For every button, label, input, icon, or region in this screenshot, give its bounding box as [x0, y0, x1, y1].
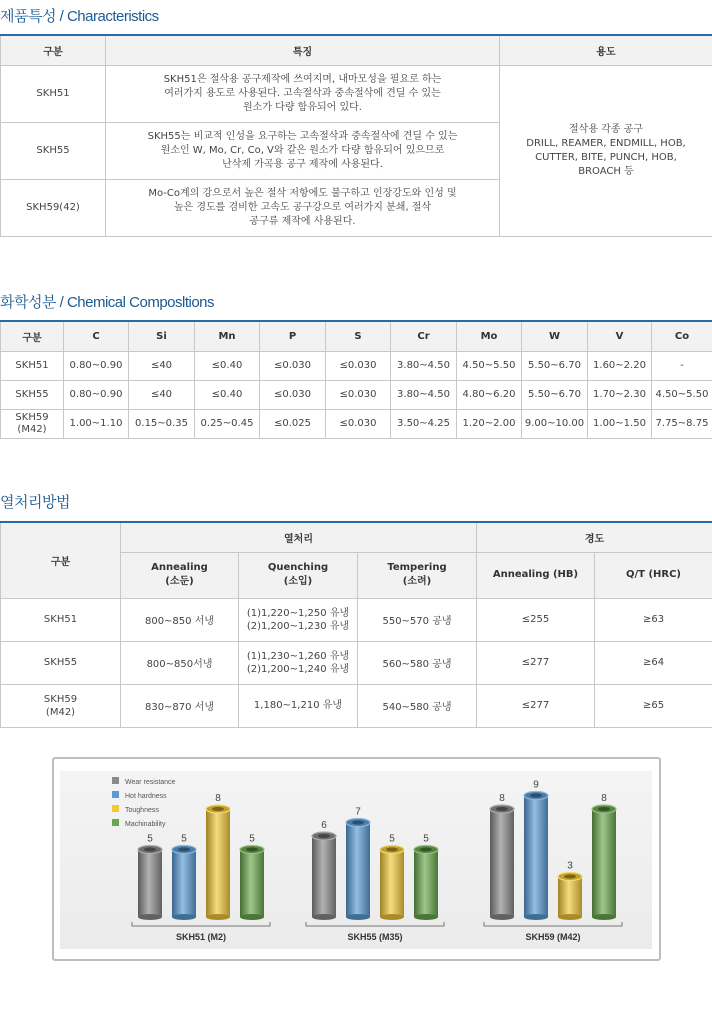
category-label: SKH55 (M35) — [347, 932, 403, 942]
bar — [240, 850, 264, 918]
category-label: SKH51 (M2) — [175, 932, 227, 942]
bar-base — [592, 914, 616, 920]
bar-hole — [420, 848, 432, 852]
grade-cell — [1, 684, 121, 727]
bar-value-label: 8 — [601, 793, 607, 804]
bar-hole — [246, 848, 258, 852]
tempering-cell: 550~570 공냉 — [358, 598, 477, 641]
bar — [172, 850, 196, 918]
sub-header-line: Annealing (HB) — [492, 569, 579, 580]
group-bracket — [306, 922, 444, 926]
chem-value-cell: 3.80~4.50 — [391, 351, 457, 380]
bar-base — [312, 914, 336, 920]
hardness-hrc-cell: ≥63 — [595, 598, 712, 641]
table-row — [1, 641, 712, 684]
chem-value-cell: 4.80~6.20 — [457, 380, 522, 409]
legend-swatch — [112, 777, 119, 784]
bar — [206, 809, 230, 917]
chem-value-cell: 0.80~0.90 — [64, 351, 129, 380]
quenching-cell — [239, 641, 358, 684]
bar-hole — [530, 794, 542, 798]
grade-line: SKH59 — [15, 411, 49, 423]
col-header-hardness: 경도 — [477, 522, 712, 552]
bar-base — [490, 914, 514, 920]
bar — [312, 836, 336, 917]
bar-value-label: 8 — [215, 793, 221, 804]
table-row-grade: SKH55 — [1, 122, 106, 179]
grade-cell — [1, 351, 64, 380]
legend-swatch — [112, 819, 119, 826]
quenching-line: (2)1,200~1,230 유냉 — [246, 620, 350, 632]
bar-value-label: 9 — [533, 779, 539, 791]
heat-sub-header — [239, 552, 358, 598]
feature-line: 난삭제 가곡용 공구 제작에 사용된다. — [222, 158, 383, 170]
sub-header-line: (소려) — [402, 576, 432, 587]
sub-header-line: (소둔) — [165, 576, 194, 587]
col-header-use: 용도 — [500, 35, 712, 65]
quenching-line: (1)1,230~1,260 유냉 — [246, 650, 350, 662]
property-chart-area — [60, 771, 652, 949]
bar — [380, 850, 404, 918]
col-header-grade: 구분 — [1, 35, 106, 65]
bar-base — [346, 914, 370, 920]
feature-line: 원소인 W, Mo, Cr, Co, V와 같은 원소가 다량 함유되어 있으므로 — [160, 144, 445, 156]
grade-cell — [1, 380, 64, 409]
hardness-hb-cell: ≤277 — [477, 684, 595, 727]
quenching-cell — [239, 684, 358, 727]
chem-value-cell: ≤0.030 — [260, 380, 326, 409]
bar-base — [380, 914, 404, 920]
heat-sub-header — [358, 552, 477, 598]
grade-line: SKH55 — [15, 388, 49, 400]
legend-label: Toughness — [125, 807, 159, 814]
feature-line: 높은 경도를 겸비한 고속도 공구강으로 여러가지 분쇄, 절삭 — [173, 201, 432, 213]
use-line: DRILL, REAMER, ENDMILL, HOB, — [526, 137, 686, 149]
chem-value-cell: 5.50~6.70 — [522, 351, 588, 380]
legend-swatch — [112, 791, 119, 798]
feature-line: 원소가 다량 함유되어 있다. — [243, 101, 362, 113]
feature-line: 여러가지 용도로 사용된다. 고속절삭과 중속절삭에 견딜 수 있는 — [164, 87, 441, 99]
hardness-hrc-cell: ≥65 — [595, 684, 712, 727]
chem-value-cell: ≤0.030 — [326, 380, 391, 409]
col-header-heat: 열처리 — [121, 522, 477, 552]
chem-value-cell: ≤0.025 — [260, 409, 326, 438]
grade-line: SKH51 — [15, 359, 49, 371]
bar-value-label: 5 — [389, 833, 395, 845]
grade-cell — [1, 641, 121, 684]
col-header-feature: 특징 — [106, 35, 500, 65]
chem-value-cell: ≤0.030 — [260, 351, 326, 380]
chem-value-cell: 1.00~1.50 — [588, 409, 652, 438]
table-row-grade: SKH59(42) — [1, 179, 106, 236]
chem-col-header: P — [260, 321, 326, 351]
characteristics-table — [0, 34, 712, 237]
chem-value-cell: 1.00~1.10 — [64, 409, 129, 438]
feature-text — [106, 65, 500, 122]
bar-base — [240, 914, 264, 920]
bar-hole — [144, 848, 156, 852]
bar-value-label: 7 — [355, 806, 361, 818]
sub-header-line: Annealing — [151, 562, 208, 573]
use-cell — [500, 65, 712, 236]
quenching-line: (1)1,220~1,250 유냉 — [246, 607, 350, 619]
chemical-title: 화학성분 / Chemical Composltions — [0, 294, 215, 311]
feature-text — [106, 122, 500, 179]
heat-sub-header — [121, 552, 239, 598]
bar-hole — [564, 875, 576, 879]
feature-text — [106, 179, 500, 236]
chem-value-cell: 3.80~4.50 — [391, 380, 457, 409]
bar-value-label: 5 — [147, 833, 153, 845]
bar — [558, 877, 582, 918]
chem-value-cell: 7.75~8.75 — [652, 409, 712, 438]
annealing-cell: 800~850 서냉 — [121, 598, 239, 641]
chem-col-header: Mn — [195, 321, 260, 351]
chem-col-header: Co — [652, 321, 712, 351]
feature-line: SKH51은 절삭용 공구제작에 쓰여지며, 내마모성을 필요로 하는 — [163, 73, 442, 85]
sub-header-line: (소입) — [283, 576, 313, 587]
grade-line: (M42) — [17, 423, 47, 435]
bar — [490, 809, 514, 917]
bar — [414, 850, 438, 918]
hardness-hrc-cell: ≥64 — [595, 641, 712, 684]
bar-value-label: 5 — [181, 833, 187, 845]
chem-value-cell: 1.60~2.20 — [588, 351, 652, 380]
chemical-table — [0, 320, 712, 439]
chem-col-header: C — [64, 321, 129, 351]
grade-line: SKH51 — [43, 614, 78, 625]
table-row-grade: SKH51 — [1, 65, 106, 122]
chem-col-header: 구분 — [1, 321, 64, 351]
chem-value-cell: 4.50~5.50 — [457, 351, 522, 380]
bar-base — [558, 914, 582, 920]
table-row — [1, 598, 712, 641]
chem-col-header: S — [326, 321, 391, 351]
chem-value-cell: ≤0.40 — [195, 351, 260, 380]
bar-hole — [598, 807, 610, 811]
group-bracket — [484, 922, 622, 926]
bar-hole — [386, 848, 398, 852]
chem-col-header: V — [588, 321, 652, 351]
tempering-cell: 540~580 공냉 — [358, 684, 477, 727]
bar-hole — [352, 821, 364, 825]
sub-header-line: Tempering — [387, 562, 447, 573]
bar — [138, 850, 162, 918]
heat-treatment-table — [0, 521, 712, 728]
bar-hole — [212, 807, 224, 811]
bar-value-label: 3 — [567, 860, 573, 872]
chem-col-header: Mo — [457, 321, 522, 351]
chem-value-cell: 1.70~2.30 — [588, 380, 652, 409]
table-row — [1, 351, 712, 380]
bar-hole — [178, 848, 190, 852]
sub-header-line: Quenching — [267, 562, 329, 573]
bar-value-label: 5 — [249, 833, 255, 845]
bar-value-label: 5 — [423, 833, 429, 845]
chem-value-cell: 4.50~5.50 — [652, 380, 712, 409]
chem-value-cell: ≤0.030 — [326, 351, 391, 380]
annealing-cell: 830~870 서냉 — [121, 684, 239, 727]
bar-base — [414, 914, 438, 920]
use-line: CUTTER, BITE, PUNCH, HOB, — [535, 151, 677, 163]
chem-value-cell: 0.80~0.90 — [64, 380, 129, 409]
grade-line: SKH55 — [43, 657, 78, 668]
grade-line: (M42) — [45, 706, 76, 718]
bar — [524, 796, 548, 918]
feature-line: Mo-Co계의 강으로서 높은 절삭 저항에도 불구하고 인장강도와 인성 및 — [148, 187, 457, 199]
chem-value-cell: 0.25~0.45 — [195, 409, 260, 438]
quenching-cell — [239, 598, 358, 641]
chem-col-header: Cr — [391, 321, 457, 351]
chem-value-cell: 9.00~10.00 — [522, 409, 588, 438]
table-row — [1, 409, 712, 438]
characteristics-title: 제품특성 / Characteristics — [0, 8, 159, 25]
hardness-hb-cell: ≤277 — [477, 641, 595, 684]
bar — [592, 809, 616, 917]
legend-label: Machinability — [125, 821, 166, 828]
chem-value-cell: 0.15~0.35 — [129, 409, 195, 438]
tempering-cell: 560~580 공냉 — [358, 641, 477, 684]
property-bar-chart — [60, 771, 652, 949]
property-chart-frame — [52, 757, 661, 961]
chem-value-cell: 3.50~4.25 — [391, 409, 457, 438]
chem-value-cell: 1.20~2.00 — [457, 409, 522, 438]
grade-cell — [1, 598, 121, 641]
chem-value-cell: ≤40 — [129, 380, 195, 409]
quenching-line: 1,180~1,210 유냉 — [253, 700, 343, 711]
chem-col-header: W — [522, 321, 588, 351]
group-bracket — [132, 922, 270, 926]
grade-cell — [1, 409, 64, 438]
category-label: SKH59 (M42) — [525, 932, 581, 942]
table-row — [1, 380, 712, 409]
chem-value-cell: ≤0.030 — [326, 409, 391, 438]
feature-line: SKH55는 비교적 인성을 요구하는 고속절삭과 중속절삭에 견딜 수 있는 — [147, 130, 458, 142]
table-row — [1, 684, 712, 727]
bar — [346, 823, 370, 918]
bar-base — [138, 914, 162, 920]
bar-hole — [496, 807, 508, 811]
sub-header-line: Q/T (HRC) — [626, 569, 682, 580]
legend-label: Hot hardness — [125, 793, 167, 800]
quenching-line: (2)1,200~1,240 유냉 — [246, 663, 350, 675]
use-line: 절삭용 각종 공구 — [569, 123, 643, 135]
chem-value-cell: ≤40 — [129, 351, 195, 380]
use-line: BROACH 등 — [578, 165, 634, 177]
col-header-grade: 구분 — [1, 522, 121, 598]
heat-sub-header — [595, 552, 712, 598]
annealing-cell: 800~850서냉 — [121, 641, 239, 684]
grade-line: SKH59 — [43, 693, 78, 705]
feature-line: 공구류 제작에 사용된다. — [249, 215, 356, 227]
legend-label: Wear resistance — [125, 779, 176, 786]
bar-hole — [318, 834, 330, 838]
chem-col-header: Si — [129, 321, 195, 351]
bar-base — [172, 914, 196, 920]
bar-value-label: 8 — [499, 793, 505, 804]
chem-value-cell: 5.50~6.70 — [522, 380, 588, 409]
heat-treatment-title: 열처리방법 — [0, 494, 70, 511]
hardness-hb-cell: ≤255 — [477, 598, 595, 641]
bar-value-label: 6 — [321, 820, 327, 831]
bar-base — [206, 914, 230, 920]
bar-base — [524, 914, 548, 920]
chem-value-cell: ≤0.40 — [195, 380, 260, 409]
chem-value-cell: - — [652, 351, 712, 380]
legend-swatch — [112, 805, 119, 812]
heat-sub-header — [477, 552, 595, 598]
